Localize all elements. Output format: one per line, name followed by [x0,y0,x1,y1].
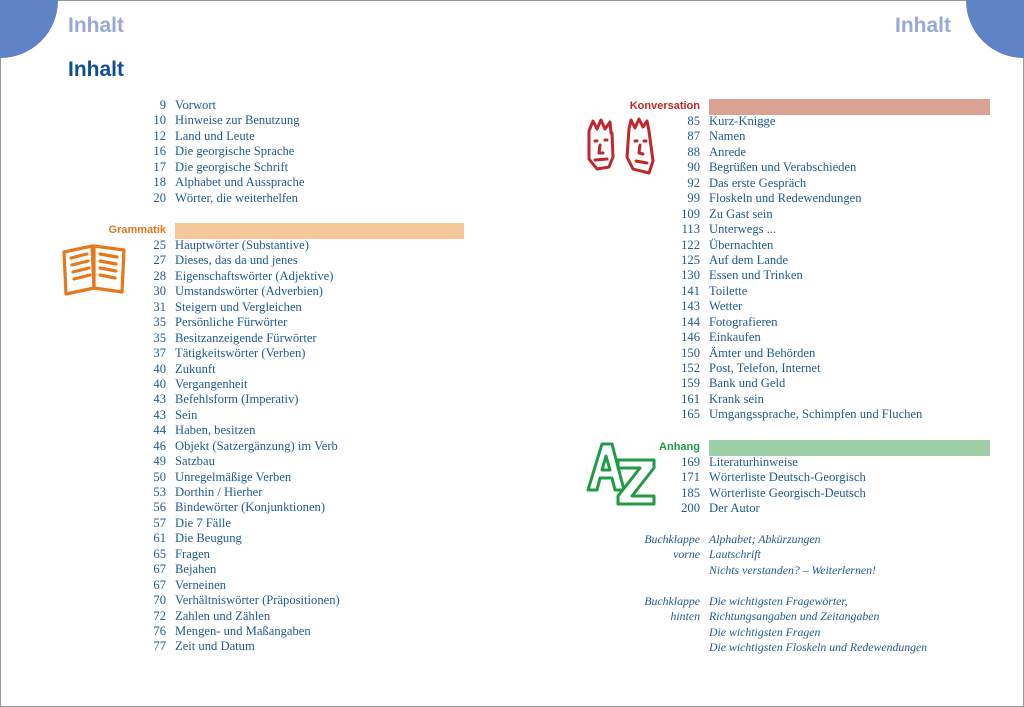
toc-entry [153,454,340,469]
toc-page-number: 46 [153,438,166,453]
toc-page-number: 9 [159,98,166,112]
toc-entry [681,345,922,361]
toc-page-number: 31 [153,299,166,314]
toc-entry [687,160,922,175]
toc-entry [153,268,340,284]
toc-page-number: 25 [153,238,166,252]
toc-entry-title: Essen und Trinken [709,268,803,283]
open-book-icon [60,238,128,298]
toc-entry [153,238,340,253]
toc-page-number: 90 [687,160,700,175]
toc-page-number: 169 [681,455,700,469]
toc-page-number: 18 [153,175,166,190]
toc-entry [687,114,922,129]
toc-page-number: 113 [681,222,700,237]
toc-entry [153,423,340,438]
toc-entry [153,438,340,454]
toc-entry-title: Einkaufen [709,330,761,345]
toc-entry [153,144,304,159]
toc-page-number: 143 [681,299,700,314]
toc-page-number: 159 [681,376,700,391]
toc-entry-title: Die georgische Sprache [175,144,295,159]
toc-entry-title: Besitzanzeigende Fürwörter [175,330,317,345]
toc-page-number: 28 [153,268,166,283]
toc-entry-title: Kurz-Knigge [709,114,776,128]
buchklappe-hinten-line: Die wichtigsten Floskeln und Redewendungen [709,640,928,655]
toc-entry-title: Bindewörter (Konjunktionen) [175,500,326,515]
toc-entry-title: Umgangssprache, Schimpfen und Fluchen [709,407,923,422]
toc-entry-title: Befehlsform (Imperativ) [175,392,299,407]
toc-entry-title: Post, Telefon, Internet [709,361,821,375]
section-label-konversation: Konversation [629,100,700,112]
toc-page-number: 70 [153,593,166,608]
toc-page-number: 37 [153,346,166,361]
toc-page-number: 67 [153,562,166,577]
toc-page-number: 109 [681,206,700,221]
toc-page-number: 200 [681,501,700,516]
toc-entry [681,501,866,516]
toc-entry [153,315,340,330]
buchklappe-vorne-label [600,532,700,563]
toc-page-number: 92 [687,175,700,190]
toc-entry-title: Objekt (Satzergänzung) im Verb [175,438,338,453]
buchklappe-vorne-line: Alphabet; Abkürzungen [709,532,821,546]
toc-entry [153,284,340,299]
toc-entry [153,376,340,392]
toc-entry [681,283,922,299]
buchklappe-vorne-line: Nichts verstanden? – Weiterlernen! [709,562,876,577]
toc-page-number: 16 [153,144,166,159]
toc-entry [681,391,922,407]
toc-entry-title: Mengen- und Maßangaben [175,623,311,638]
section-bar-anhang [709,440,990,456]
toc-page-number: 10 [153,113,166,128]
talking-faces-icon [583,117,663,179]
running-head-left: Inhalt [68,14,124,37]
toc-entry-title: Begrüßen und Verabschieden [709,160,857,175]
toc-entry [153,128,304,144]
toc-entry-title: Zeit und Datum [175,639,255,654]
toc-entry-title: Übernachten [709,237,774,252]
toc-entry [153,623,340,639]
toc-page-number: 72 [153,608,166,623]
toc-entry [687,175,922,191]
grammatik-list [153,238,340,655]
toc-entry [153,531,340,546]
toc-page-number: 12 [153,128,166,143]
toc-entry [153,469,340,485]
toc-page-number: 30 [153,284,166,299]
section-label-grammatik: Grammatik [108,224,166,236]
toc-entry [153,190,304,206]
toc-entry-title: Eigenschaftswörter (Adjektive) [175,268,334,283]
buchklappe-hinten-label [600,594,700,625]
buchklappe-hinten-line: Richtungsangaben und Zeitangaben [709,609,880,624]
toc-entry [687,129,922,144]
toc-entry [153,515,340,531]
toc-entry [681,470,866,485]
toc-page-number: 85 [687,114,700,128]
toc-entry-title: Ämter und Behörden [709,345,816,360]
toc-page-number: 53 [153,485,166,499]
buchklappe-hinten-label-1: Buchklappe [644,594,700,608]
toc-entry [153,392,340,407]
toc-page-number: 20 [153,190,166,205]
section-label-anhang: Anhang [659,441,700,453]
toc-entry-title: Die 7 Fälle [175,515,231,530]
toc-entry-title: Verneinen [175,577,227,592]
toc-entry [681,314,922,330]
a-z-icon [584,438,658,508]
toc-entry-title: Literaturhinweise [709,455,798,469]
toc-page-number: 146 [681,330,700,345]
toc-entry [153,639,340,654]
toc-entry-title: Fotografieren [709,314,778,329]
buchklappe-hinten-line: Die wichtigsten Fragewörter, [709,594,848,608]
toc-entry [153,500,340,515]
toc-page-number: 141 [681,283,700,298]
toc-page-number: 87 [687,129,700,144]
toc-entry [687,191,922,206]
toc-page-number: 185 [681,485,700,500]
toc-entry-title: Vorwort [175,98,217,112]
toc-entry [681,407,923,422]
toc-page-number: 56 [153,500,166,515]
toc-page-number: 130 [681,268,700,283]
anhang-list [681,455,866,517]
toc-entry [681,237,922,253]
toc-entry [153,330,340,346]
toc-entry [681,252,922,268]
toc-entry-title: Bejahen [175,562,217,577]
toc-entry-title: Verhältniswörter (Präpositionen) [175,593,340,608]
toc-entry-title: Das erste Gespräch [709,175,807,190]
toc-entry-title: Zu Gast sein [709,206,773,221]
toc-page-number: 165 [681,407,700,422]
toc-page-number: 65 [153,546,166,561]
toc-page-number: 17 [153,159,166,174]
toc-entry [153,299,340,315]
toc-page-number: 43 [153,407,166,422]
toc-entry [681,455,866,470]
buchklappe-hinten-content [709,594,927,656]
buchklappe-vorne-content [709,532,876,578]
toc-page-number: 43 [153,392,166,407]
toc-entry-title: Tätigkeitswörter (Verben) [175,346,306,361]
toc-entry [153,546,340,562]
toc-entry-title: Toilette [709,283,748,298]
toc-entry-title: Unregelmäßige Verben [175,469,292,484]
toc-entry-title: Fragen [175,546,210,561]
buchklappe-vorne-label-1: Buchklappe [644,532,700,546]
toc-page-number: 50 [153,469,166,484]
section-bar-konversation [709,99,990,115]
toc-entry-title: Wörterliste Deutsch-Georgisch [709,470,866,485]
toc-page-number: 77 [153,639,166,654]
toc-page-number: 122 [681,237,700,252]
toc-page-number: 35 [153,330,166,345]
toc-entry-title: Umstandswörter (Adverbien) [175,284,323,299]
toc-entry [681,376,922,391]
toc-entry-title: Sein [175,407,198,422]
toc-entry-title: Land und Leute [175,128,255,143]
toc-page-number: 161 [681,391,700,406]
toc-page-number: 57 [153,515,166,530]
toc-entry [153,175,305,190]
toc-entry [681,361,922,376]
toc-entry [153,346,340,361]
toc-entry-title: Hauptwörter (Substantive) [175,238,309,252]
buchklappe-hinten-line: Die wichtigsten Fragen [709,624,821,639]
section-bar-grammatik [175,223,464,239]
toc-entry-title: Satzbau [175,454,215,469]
toc-entry [153,113,304,128]
toc-page-number: 152 [681,361,700,375]
toc-entry-title: Wörter, die weiterhelfen [175,190,298,205]
toc-entry-title: Zukunft [175,361,216,376]
toc-page-number: 171 [681,470,700,485]
toc-entry [153,159,304,175]
toc-entry-title: Bank und Geld [709,376,786,391]
toc-entry-title: Alphabet und Aussprache [175,175,305,190]
toc-page-number: 35 [153,315,166,330]
toc-page-number: 67 [153,577,166,592]
toc-entry-title: Wörterliste Georgisch-Deutsch [709,485,866,500]
toc-page-number: 40 [153,361,166,376]
toc-page-number: 125 [681,252,700,267]
toc-entry-title: Namen [709,129,746,144]
toc-page-number: 99 [687,191,700,206]
toc-entry-title: Die georgische Schrift [175,159,289,174]
toc-entry-title: Wetter [709,299,743,314]
toc-entry [681,206,922,222]
toc-entry-title: Persönliche Fürwörter [175,315,288,330]
toc-entry [153,407,340,423]
toc-entry-title: Auf dem Lande [709,252,789,267]
toc-page-number: 144 [681,314,700,329]
toc-page-number: 27 [153,253,166,268]
konversation-list [681,114,923,423]
toc-entry-title: Der Autor [709,501,760,516]
toc-entry-title: Steigern und Vergleichen [175,299,302,314]
running-head-right: Inhalt [895,14,951,37]
toc-entry-title: Dieses, das da und jenes [175,253,298,268]
toc-page-number: 44 [153,423,166,438]
toc-entry [681,485,866,501]
toc-entry [153,608,340,624]
buchklappe-hinten-label-2: hinten [670,609,700,624]
toc-page-number: 150 [681,345,700,360]
toc-entry [681,268,922,283]
toc-entry [153,593,340,608]
toc-entry [687,144,922,160]
toc-page-number: 49 [153,454,166,469]
toc-page-number: 61 [153,531,166,546]
toc-entry-title: Anrede [709,144,747,159]
toc-entry-title: Dorthin / Hierher [175,485,263,499]
buchklappe-vorne-line: Lautschrift [709,547,761,562]
toc-entry-title: Floskeln und Redewendungen [709,191,862,206]
toc-entry-title: Vergangenheit [175,376,248,391]
toc-entry [153,361,340,377]
toc-entry [681,330,922,345]
toc-entry-title: Hinweise zur Benutzung [175,113,300,128]
toc-page-number: 40 [153,376,166,391]
toc-entry-title: Die Beugung [175,531,242,546]
toc-entry-title: Unterwegs ... [709,222,777,237]
toc-page-number: 76 [153,623,166,638]
toc-entry-title: Krank sein [709,391,764,406]
toc-entry [159,98,304,113]
toc-page-number: 88 [687,144,700,159]
buchklappe-vorne-label-2: vorne [673,547,700,562]
toc-entry [153,253,340,268]
intro-list [153,98,305,206]
toc-entry [681,299,922,314]
toc-entry-title: Haben, besitzen [175,423,256,438]
toc-entry-title: Zahlen und Zählen [175,608,271,623]
toc-entry [153,577,340,593]
toc-entry [153,562,340,577]
toc-entry [153,485,340,500]
page-title: Inhalt [68,58,124,81]
toc-entry [681,222,922,237]
